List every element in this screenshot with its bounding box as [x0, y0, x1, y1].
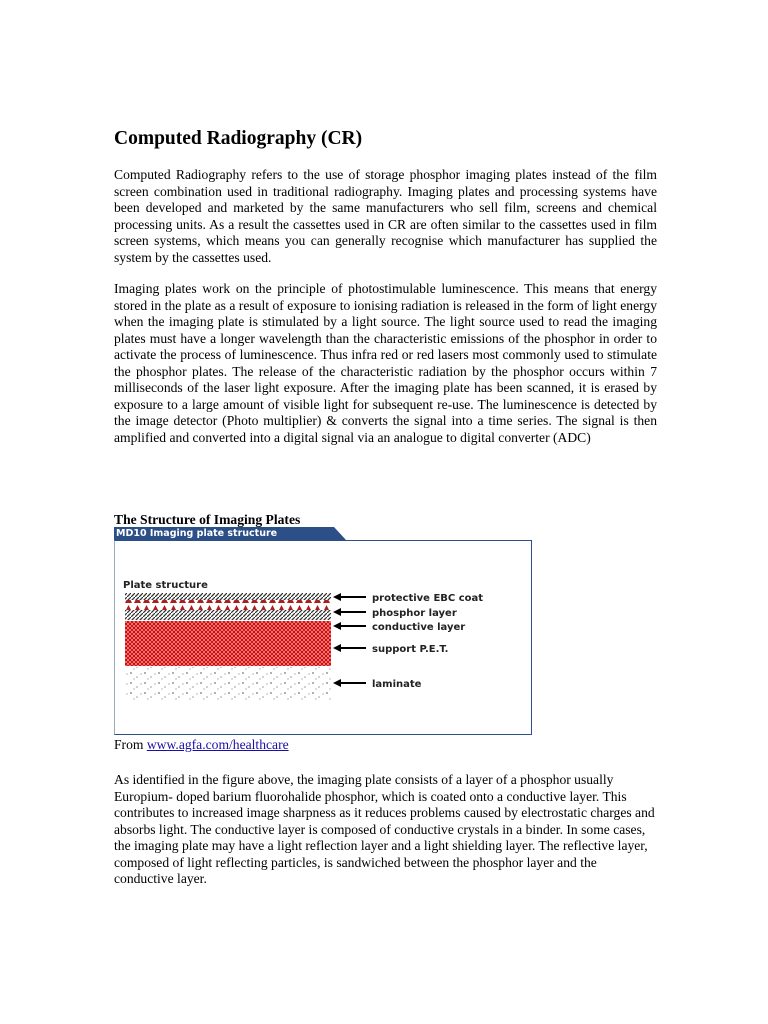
label-phosphor-layer: phosphor layer — [372, 608, 457, 619]
layer-conductive — [125, 610, 331, 620]
section-heading: The Structure of Imaging Plates — [114, 512, 301, 527]
caption-prefix: From — [114, 737, 147, 752]
intro-paragraph: Computed Radiography refers to the use of storage phosphor imaging plates instead of the film screen combination used in traditional radiography. Imaging plates and processing systems have been developed and marketed by the same manufacturers who sell film, screens and chemical processing units. As a result the cassettes used in CR are often similar to the cassettes used in film screen systems, which means you can generally recognise which manufacturer has supplied the system by the cassettes used. — [114, 167, 657, 265]
layer-support-pet — [125, 621, 331, 666]
luminescence-paragraph: Imaging plates work on the principle of photostimulable luminescence. This means that energy stored in the plate as a result of exposure to ionising radiation is released in the form of light energy when the imaging plate is stimulated by a light source. The light source used to read the imaging plates must have a longer wavelength than the characteristic emissions of the phosphor in order to activate the process of luminescence. Thus infra red or red lasers most commonly used to stimulate the phosphor plates. The release of the characteristic radiation by the phosphor occurs within 7 milliseconds of the laser light exposure. After the imaging plate has been scanned, it is erased by exposure to a large amount of visible light for subsequent re-use. The luminescence is detected by the image detector (Photo multiplier) & converts the signal into a time series. The signal is then amplified and converted into a digital signal via an analogue to digital converter (ADC) — [114, 281, 657, 445]
label-conductive-layer: conductive layer — [372, 622, 466, 633]
label-support-pet: support P.E.T. — [372, 644, 449, 655]
plate-structure-diagram — [115, 541, 531, 734]
layer-phosphor — [125, 600, 331, 610]
structure-paragraph: As identified in the figure above, the imaging plate consists of a layer of a phosphor usually Europium- doped barium fluorohalide phosphor, which is coated onto a conductive layer. This contributes to increased image sharpness as it reduces problems caused by electrostatic charges and absorbs light. The conductive layer is composed of conductive crystals in a binder. In some cases, the imaging plate may have a light reflection layer and a light shielding layer. The reflective layer, composed of light reflecting particles, is sandwiched between the phosphor layer and the conductive layer. — [114, 772, 655, 886]
label-protective-coat: protective EBC coat — [372, 593, 484, 604]
label-laminate: laminate — [372, 679, 422, 690]
page-title: Computed Radiography (CR) — [114, 128, 363, 149]
figure-tab-title: MD10 Imaging plate structure — [114, 527, 334, 540]
imaging-plate-figure — [114, 527, 534, 735]
figure-caption — [114, 737, 289, 753]
agfa-link[interactable]: www.agfa.com/healthcare — [146, 737, 289, 752]
layer-protective-coat — [125, 593, 331, 600]
layer-laminate — [125, 667, 331, 700]
plate-structure-heading: Plate structure — [123, 580, 208, 591]
figure-box — [114, 540, 532, 735]
